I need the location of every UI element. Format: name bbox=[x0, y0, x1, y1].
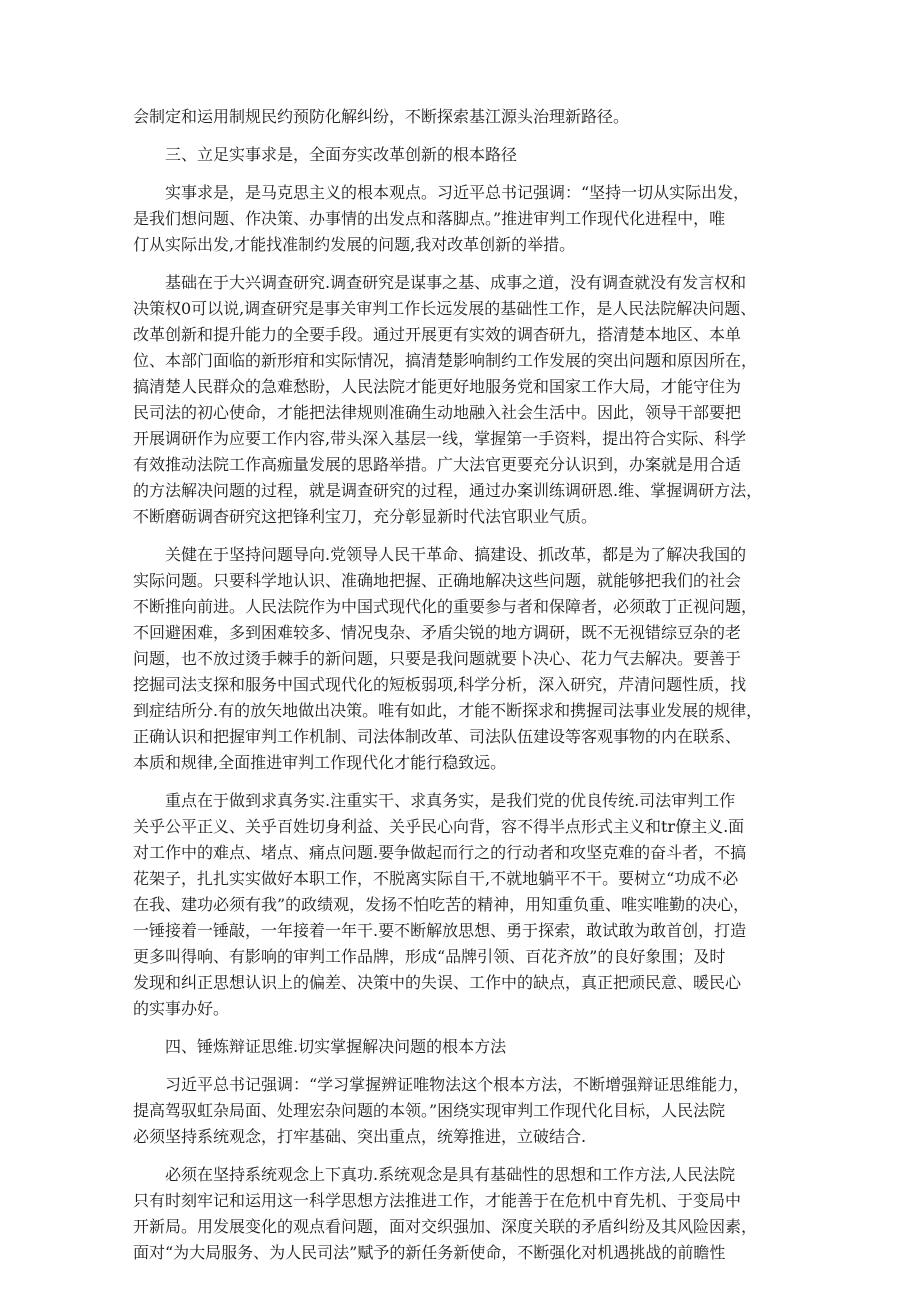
text-line: 本质和规律,全面推进审判工作现代化才能行稳致远。 bbox=[133, 753, 507, 772]
text-line: 只有时刻牢记和运用这一科学思想方法推进工作，才能善于在危机中育先机、于变局中 bbox=[133, 1191, 742, 1210]
heading-text: 三、立足实事求是，全面夯实改革创新的根本路径 bbox=[165, 145, 518, 164]
text-line: 到症结所分.有的放矢地做出决策。唯有如此，才能不断探求和携握司法事业发展的规律， bbox=[133, 701, 763, 720]
text-line: 不断磨砺调杳研究这把锋利宝刀，充分彰显新时代法官职业气质。 bbox=[133, 507, 598, 526]
text-line: 开新局。用发展变化的观点看问题，面对交织强加、深度关联的矛盾纠纷及其风险因素， bbox=[133, 1217, 758, 1236]
text-line: 不断推向前进。人民法院作为中国式现代化的重要参与者和保障者，必须敢丁正视问题， bbox=[133, 597, 758, 616]
text-line: 关乎公平正义、关乎百姓切身利益、关乎民心向背，容不得半点形式主义和tr僚主义.面 bbox=[133, 817, 745, 836]
text-line: 民司法的初心使命，才能把法律规则准确生动地融入社会生活中。因此，领导干部要把 bbox=[133, 403, 742, 422]
paragraph-opening bbox=[133, 104, 787, 130]
paragraph-seek-truth bbox=[133, 180, 787, 258]
text-line: 发现和纠正思想认识上的偏差、决策中的失误、工作中的缺点，真正把顽民意、暖民心 bbox=[133, 973, 742, 992]
text-line: 是我们想问题、作决策、办事情的出发点和落脚点。”推进审判工作现代化进程中，唯 bbox=[133, 209, 726, 228]
text-line: 实事求是，是马克思主义的根本观点。习近平总书记强调：“坚持一切从实际出发， bbox=[165, 183, 750, 202]
paragraph-investigation bbox=[133, 270, 787, 530]
text-line: 位、本部门面临的新形疳和实际情况，搞清楚影响制约工作发展的突出问题和原因所在， bbox=[133, 351, 758, 370]
text-line: 有效推动法院工作高痂量发展的思路举措。广大法官更要充分认识到，办案就是用合适 bbox=[133, 455, 742, 474]
text-line: 挖掘司法支探和服务中国式现代化的短板弱项,科学分析，深入研究，芹清问题性质，找 bbox=[133, 675, 747, 694]
text-line: 必须坚持系统观念，打牢基础、突出重点，统筹推进，立破结合. bbox=[133, 1127, 587, 1146]
document-page bbox=[133, 104, 787, 1278]
text-line: 的方法解决问题的过程，就是调查研究的过程，通过办案训练调研恩.维、掌握调研方法， bbox=[133, 481, 763, 500]
text-line: 必须在坚持系统观念上下真功.系统观念是具有基础性的思想和工作方法,人民法院 bbox=[165, 1165, 736, 1184]
text-line: 一锤接着一锤敲，一年接着一年干.要不断解放思想、勇于探索，敢试敢为敢首创，打造 bbox=[133, 921, 747, 940]
text-line: 在我、建功必须有我”的政绩观，发扬不怕吃苦的精神，用知重负重、唯实唯勤的决心， bbox=[133, 895, 750, 914]
text-line: 的实事办好。 bbox=[133, 999, 230, 1018]
text-line: 仃从实际出发,才能找准制约发展的问题,我对改革创新的举措。 bbox=[133, 235, 576, 254]
paragraph-dialectics bbox=[133, 1072, 787, 1150]
paragraph-systems-thinking bbox=[133, 1162, 787, 1266]
paragraph-problem-oriented bbox=[133, 542, 787, 776]
text-line: 不回避困难，多到困难较多、情况曳杂、矛盾尖锐的地方调研，既不无视错综豆杂的老 bbox=[133, 623, 742, 642]
text-line: 问题，也不放过烫手棘手的新问题，只要是我问题就要卜决心、花力气去解决。要善于 bbox=[133, 649, 742, 668]
text-line: 决策权0可以说,调查研究是事关审判工作长远发展的基础性工作，是人民法院解决问题、 bbox=[133, 299, 757, 318]
text-line: 习近平总书记强调：“学习掌握辨证唯物法这个根本方法，不断增强辩证思维能力， bbox=[165, 1075, 750, 1094]
text-line: 会制定和运用制规民约预防化解纠纷，不断探索基江源头治理新路径。 bbox=[133, 107, 630, 126]
text-line: 关健在于坚持问题导向.党领导人民干革命、搞建设、抓改革，都是为了解决我国的 bbox=[165, 545, 747, 564]
text-line: 改革创新和提升能力的全要手段。通过开展更有实效的调杳研九，搭清楚本地区、本单 bbox=[133, 325, 742, 344]
text-line: 正确认识和把握审判工作机制、司法体制改革、司法队伍建设等客观事物的内在联系、 bbox=[133, 727, 742, 746]
text-line: 搞清楚人民群众的急难愁盼，人民法院才能更好地服务党和国家工作大局，才能守住为 bbox=[133, 377, 742, 396]
text-line: 对工作中的难点、堵点、痛点问题.要争做起而行之的行动者和攻坚克难的奋斗者，不搞 bbox=[133, 843, 747, 862]
text-line: 开展调研作为应要工作内容,带头深入基层一线，掌握第一手资料，提出符合实际、科学 bbox=[133, 429, 747, 448]
heading-text: 四、锤炼辩证思维.切实掌握解决问题的根本方法 bbox=[165, 1037, 507, 1056]
text-line: 更多叫得响、有影响的审判工作品牌，形成“品牌引领、百花齐放”的良好象围；及时 bbox=[133, 947, 726, 966]
text-line: 花架子，扎扎实实做好本职工作，不脱离实际自干,不就地躺平不干。要树立“功成不必 bbox=[133, 869, 739, 888]
paragraph-pragmatic bbox=[133, 788, 787, 1022]
section-heading-four bbox=[133, 1034, 787, 1060]
text-line: 重点在于做到求真务实.注重实干、求真务实，是我们党的优良传统.司法审判工作 bbox=[165, 791, 736, 810]
text-line: 面对“为大局服务、为人民司法”赋予的新任务新使命，不断强化对机遇挑战的前瞻性 bbox=[133, 1243, 726, 1262]
section-heading-three bbox=[133, 142, 787, 168]
text-line: 基础在于大兴调查研究.调查研究是谋事之基、成事之道，没有调查就没有发言权和 bbox=[165, 273, 747, 292]
text-line: 实际问题。只要科学地认识、准确地把握、正确地解决这些问题，就能够把我们的社会 bbox=[133, 571, 742, 590]
text-line: 提高驾驭虹杂局面、处理宏杂问题的本领。”困绕实现审判工作现代化目标，人民法院 bbox=[133, 1101, 726, 1120]
